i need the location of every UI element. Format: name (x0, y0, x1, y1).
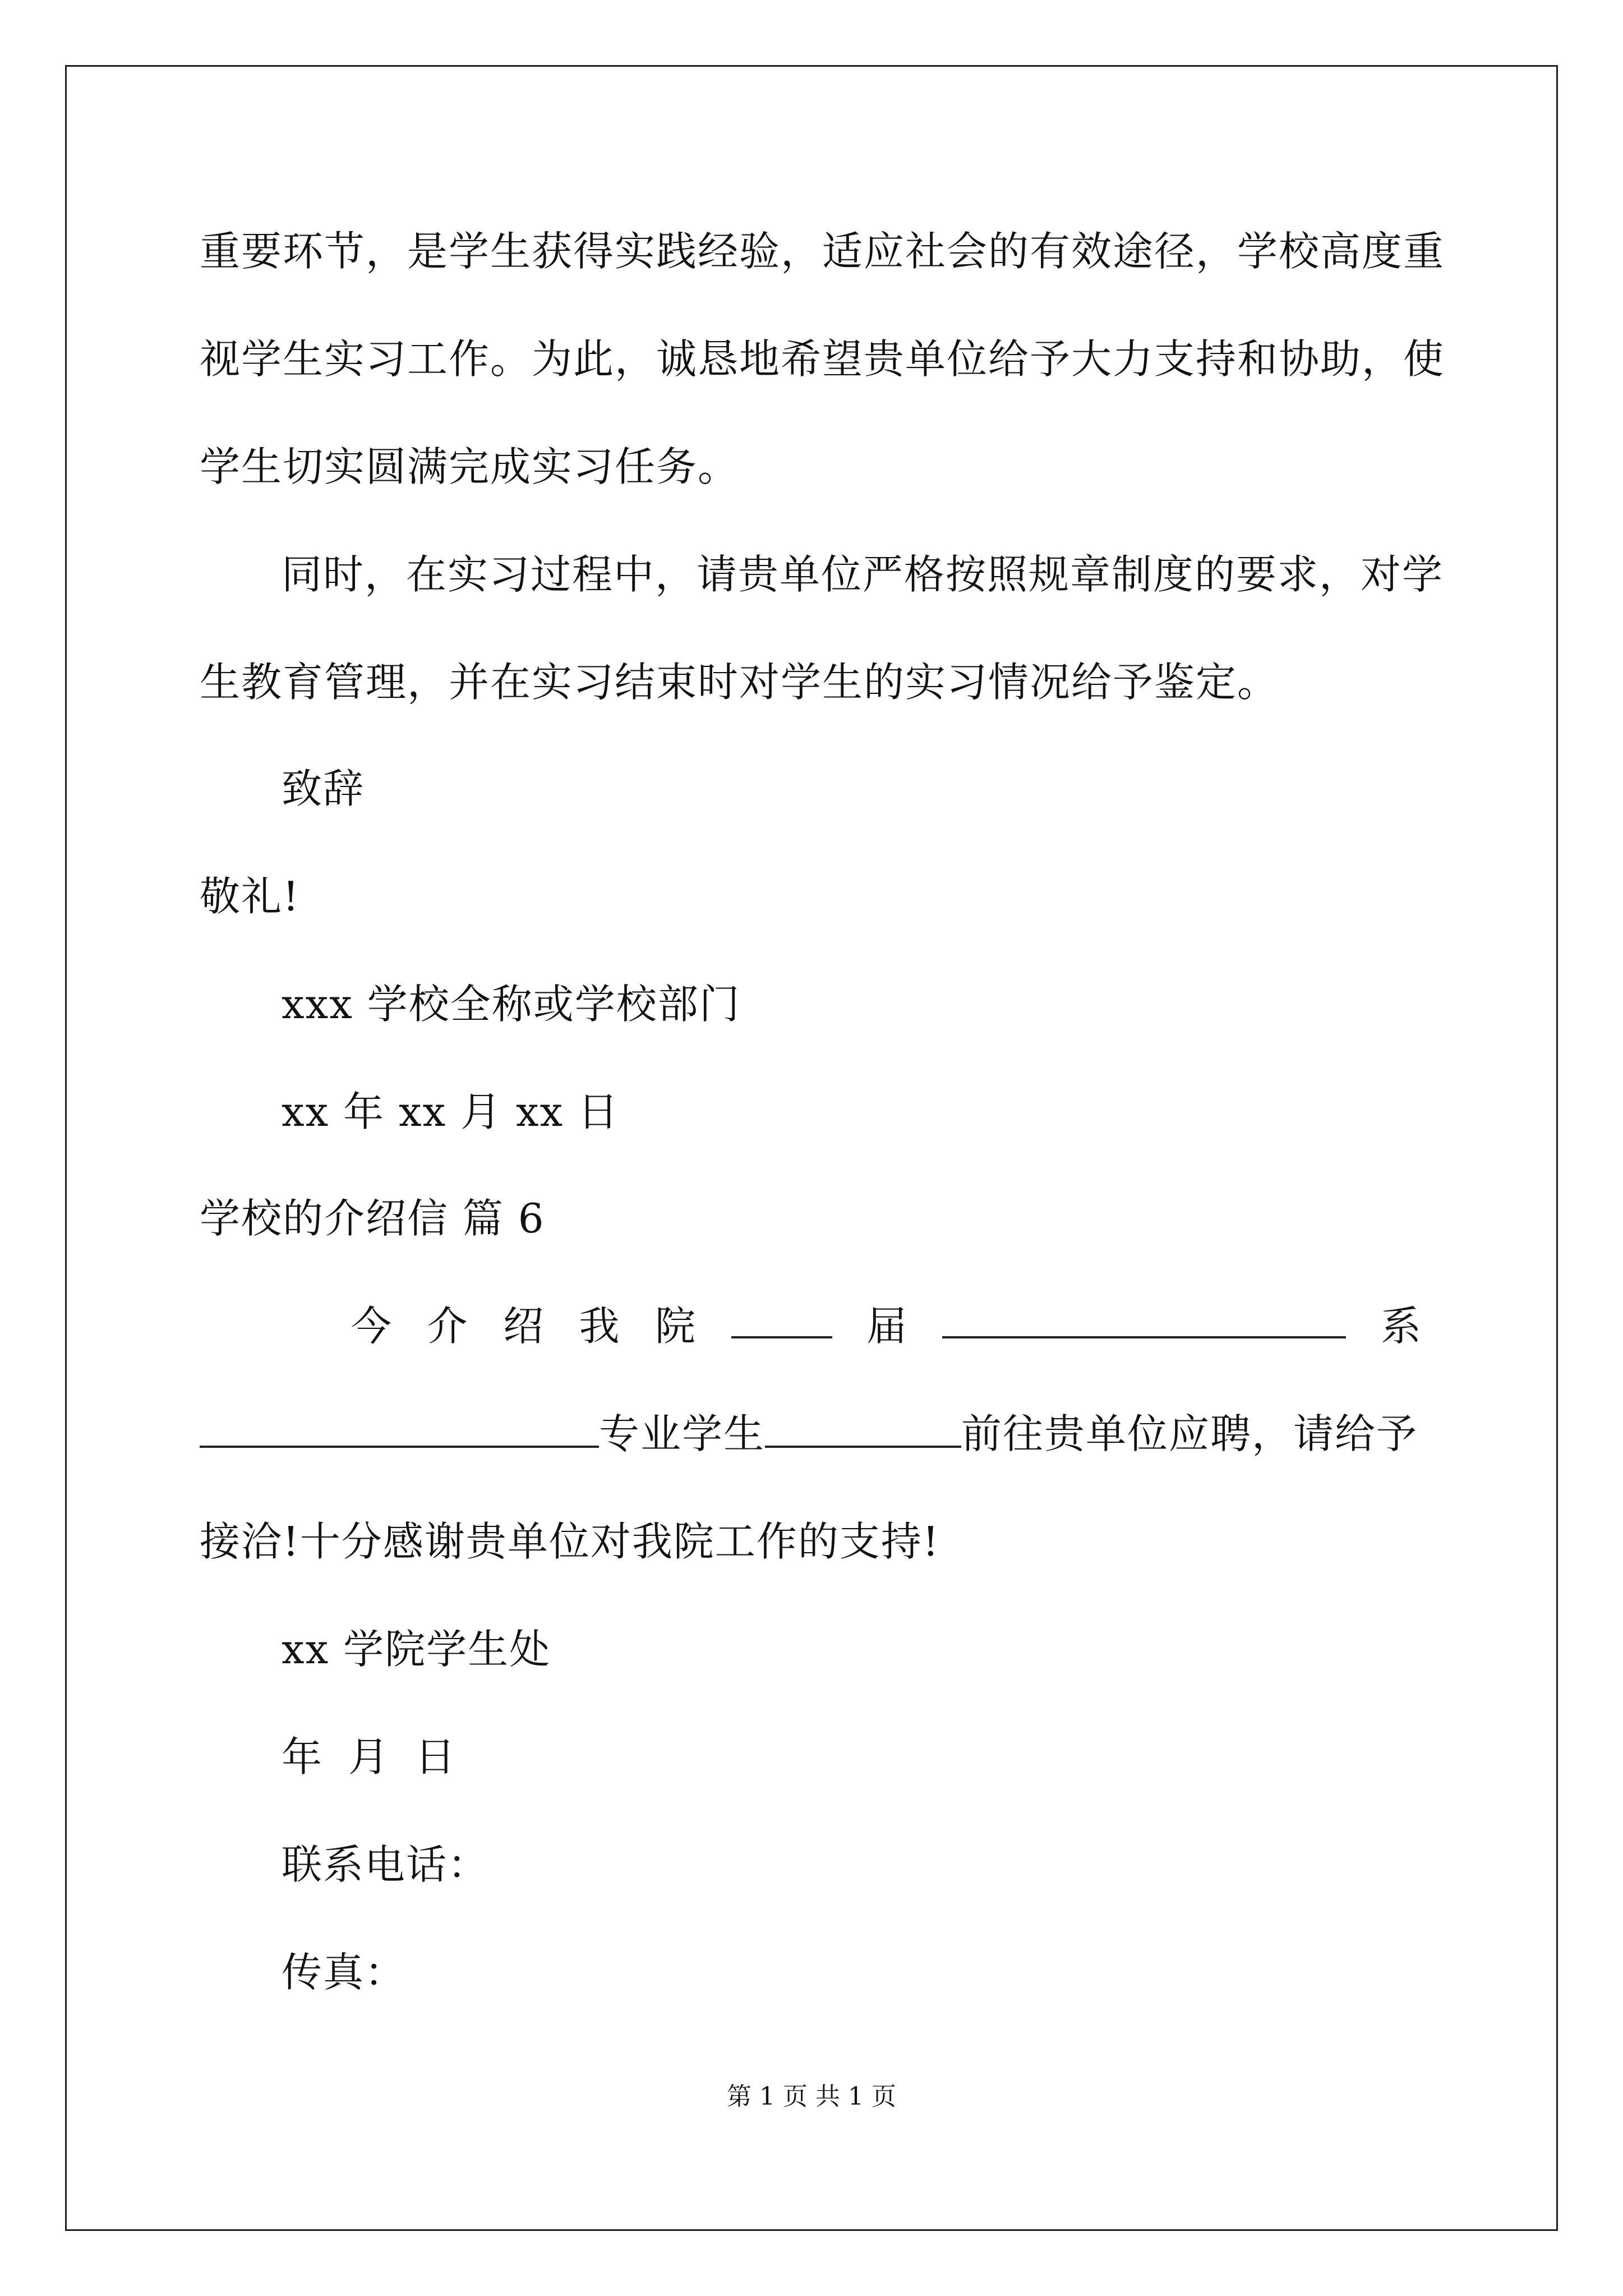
page-border (65, 65, 1558, 2231)
closing-text: 致辞 (282, 765, 365, 812)
intro-char: 绍 (503, 1303, 545, 1350)
class-year-label: 届 (866, 1303, 908, 1350)
paragraph-2-line-2: 生教育管理，并在实习结束时对学生的实习情况给予鉴定。 (200, 659, 1279, 706)
section-title: 学校的介绍信 篇 6 (200, 1195, 545, 1242)
intro-char: 我 (579, 1303, 621, 1350)
intro-char: 介 (427, 1303, 469, 1350)
intro-char: 院 (655, 1303, 697, 1350)
major-student-label: 专业学生 (599, 1410, 766, 1457)
date-placeholder: 年 月 日 (282, 1733, 457, 1780)
intro-line-2 (200, 1407, 1418, 1461)
paragraph-1-line-3: 学生切实圆满完成实习任务。 (200, 443, 740, 490)
paragraph-1-line-1: 重要环节，是学生获得实践经验，适应社会的有效途径，学校高度重 (200, 228, 1445, 275)
intro-line-1 (200, 1299, 1422, 1353)
paragraph-2-line-1: 同时，在实习过程中，请贵单位严格按照规章制度的要求，对学 (282, 551, 1444, 598)
intro-line-2-tail: 前往贵单位应聘，请给予 (961, 1410, 1418, 1457)
phone-label: 联系电话： (282, 1841, 490, 1888)
class-year-blank (731, 1299, 832, 1338)
letter-date: xx 年 xx 月 xx 日 (282, 1088, 620, 1135)
department-label: 系 (1380, 1303, 1422, 1350)
school-signature: xxx 学校全称或学校部门 (282, 981, 741, 1028)
intro-line-3: 接洽!十分感谢贵单位对我院工作的支持! (200, 1518, 940, 1565)
paragraph-1-line-2: 视学生实习工作。为此，诚恳地希望贵单位给予大力支持和协助，使 (200, 335, 1445, 383)
page-footer: 第 1 页 共 1 页 (727, 2082, 896, 2111)
department-blank (942, 1299, 1346, 1338)
intro-char: 今 (351, 1303, 393, 1350)
student-name-blank (765, 1409, 961, 1448)
college-signature: xx 学院学生处 (282, 1626, 551, 1673)
major-blank (200, 1409, 599, 1448)
fax-label: 传真： (282, 1949, 407, 1996)
salute-text: 敬礼! (200, 873, 300, 920)
